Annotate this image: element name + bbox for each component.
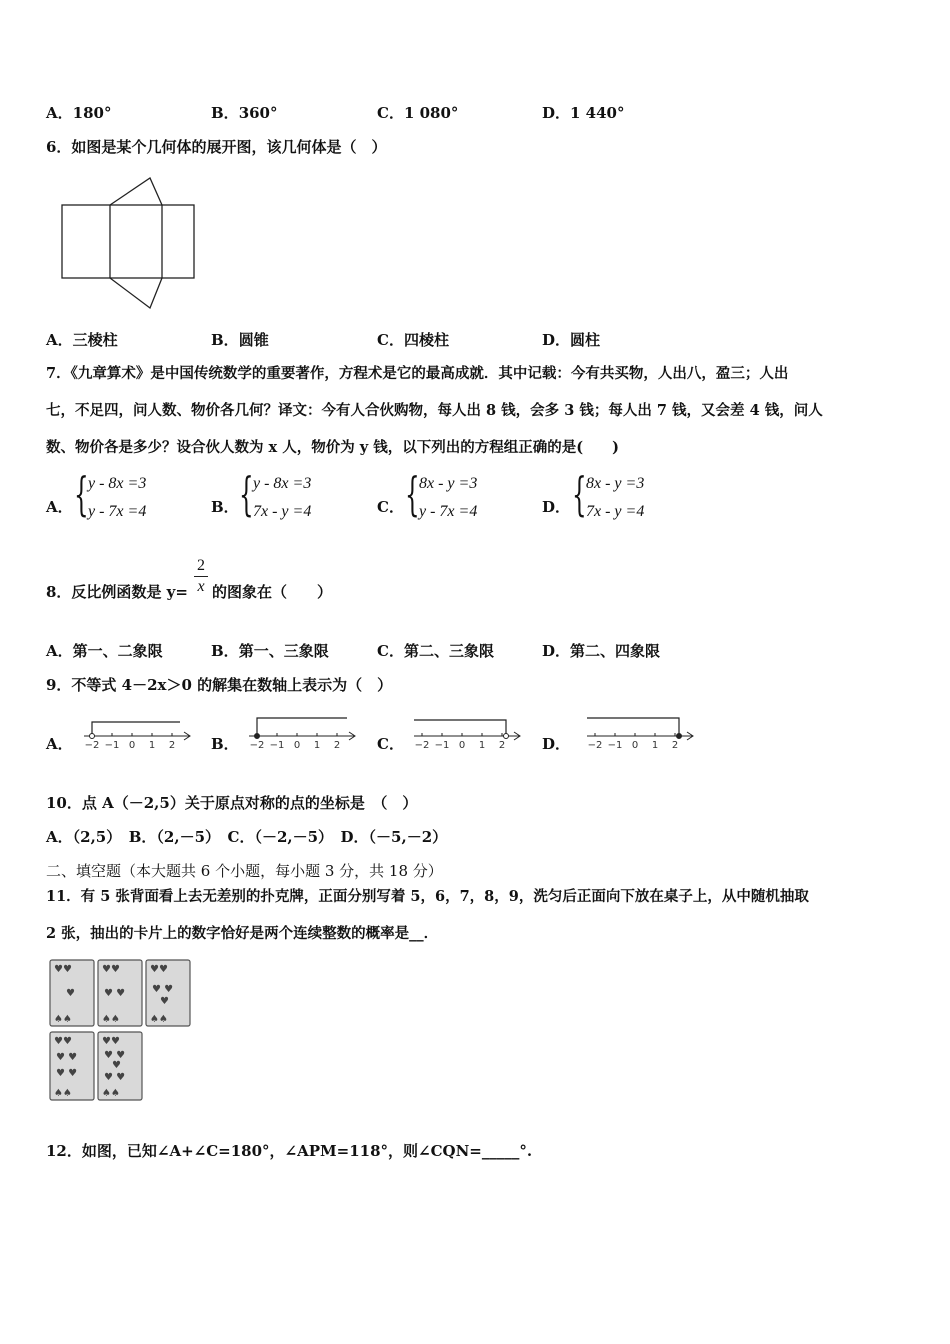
q5-option-b: B．360° (211, 104, 278, 122)
q9-option-a-label: A． (46, 735, 73, 753)
q11-line-1: 11．有 5 张背面看上去无差别的扑克牌，正面分别写着 5，6，7，8，9，洗匀后正面向下放在桌子上，从中随机抽取 (46, 888, 809, 905)
q9-a-solution-bracket (92, 722, 180, 736)
q6-option-c: C．四棱柱 (377, 331, 449, 349)
q10-stem: 10．点 A（－2,5）关于原点对称的点的坐标是 （ ） (46, 794, 418, 812)
q9-c-tick-label: 2 (498, 740, 506, 751)
q9-option-d-label: D． (542, 735, 571, 753)
svg-text:♥ ♥: ♥ ♥ (104, 988, 126, 999)
svg-text:♥♥: ♥♥ (54, 1036, 72, 1047)
q7-option-a-eq2: y - 7x =4 (88, 503, 147, 520)
q9-option-a-number-line (80, 714, 195, 754)
q9-c-tick-label: −2 (414, 740, 430, 751)
q7-option-b-label: B． (211, 498, 239, 516)
q9-d-tick-label: 1 (651, 740, 659, 751)
q6-option-d: D．圆柱 (542, 331, 601, 349)
q8-fraction (194, 556, 208, 597)
q9-d-point (677, 734, 682, 739)
svg-text:♥♥: ♥♥ (102, 1036, 120, 1047)
svg-text:♥♥: ♥♥ (54, 964, 72, 975)
q8-suffix: 的图象在（ ） (212, 583, 333, 601)
q9-a-tick-label: 0 (128, 740, 136, 751)
q9-a-axis (84, 732, 190, 740)
q5-option-d: D．1 440° (542, 104, 625, 122)
q8-prefix: 8．反比例函数是 y= (46, 583, 188, 601)
q9-c-tick-label: −1 (434, 740, 450, 751)
q7-option-a-brace: { (74, 467, 89, 521)
q7-line-2: 七，不足四，问人数、物价各几何？译文：今有人合伙购物，每人出 8 钱，会多 3 钱；每人出 7 钱，又会差 4 钱，问人 (46, 402, 823, 419)
q7-option-a-label: A． (46, 498, 73, 516)
section-heading: 二、填空题（本大题共 6 个小题，每小题 3 分，共 18 分） (46, 862, 443, 880)
q9-option-b-label: B． (211, 735, 239, 753)
q9-a-tick-label: 1 (148, 740, 156, 751)
q7-option-d-label: D． (542, 498, 571, 516)
svg-text:♥ ♥: ♥ ♥ (104, 1072, 126, 1083)
svg-text:♠♠: ♠♠ (54, 1088, 72, 1099)
q9-b-tick-label: −2 (249, 740, 265, 751)
q9-a-tick-label: −1 (104, 740, 120, 751)
q9-c-tick-label: 1 (478, 740, 486, 751)
svg-text:♥: ♥ (160, 996, 169, 1007)
q7-option-c-label: C． (377, 498, 404, 516)
q6-option-b: B．圆锥 (211, 331, 269, 349)
q9-b-tick-label: 0 (293, 740, 301, 751)
q7-option-c-brace: { (405, 467, 420, 521)
q9-d-tick-label: −2 (587, 740, 603, 751)
q8-option-d: D．第二、四象限 (542, 642, 661, 660)
q9-a-tick-label: −2 (84, 740, 100, 751)
q8-option-b: B．第一、三象限 (211, 642, 329, 660)
q7-option-c-eq1: 8x - y =3 (419, 475, 478, 492)
q9-b-tick-label: 1 (313, 740, 321, 751)
q9-option-c-number-line (410, 714, 525, 754)
q7-option-d-eq1: 8x - y =3 (586, 475, 645, 492)
q8-denominator: x (197, 578, 205, 595)
q12-stem: 12．如图，已知∠A+∠C=180°，∠APM=118°，则∠CQN=_____°. (46, 1142, 533, 1160)
q9-c-solution-bracket (414, 720, 506, 736)
q9-d-tick-label: −1 (607, 740, 623, 751)
q9-d-tick-label: 0 (631, 740, 639, 751)
q6-option-a: A．三棱柱 (46, 331, 118, 349)
q8-numerator: 2 (194, 556, 208, 577)
svg-text:♥ ♥: ♥ ♥ (152, 984, 174, 995)
q9-d-solution-bracket (587, 718, 679, 736)
q7-line-1: 7．《九章算术》是中国传统数学的重要著作，方程术是它的最高成就．其中记载：今有共买物，人出八，盈三；人出 (46, 365, 789, 382)
q9-c-tick-label: 0 (458, 740, 466, 751)
q8-option-a: A．第一、二象限 (46, 642, 163, 660)
q9-option-d-number-line (583, 714, 698, 754)
q8-option-c: C．第二、三象限 (377, 642, 494, 660)
q9-stem: 9．不等式 4－2x＞0 的解集在数轴上表示为（ ） (46, 676, 393, 694)
q7-option-d-brace: { (572, 467, 587, 521)
prism-net-figure (58, 172, 198, 312)
q7-line-3: 数、物价各是多少？设合伙人数为 x 人，物价为 y 钱，以下列出的方程组正确的是( ) (46, 439, 619, 456)
svg-text:♠♠: ♠♠ (54, 1014, 72, 1025)
q7-option-a-eq1: y - 8x =3 (88, 475, 147, 492)
q10-options: A．（2,5） B．（2,－5） C．（－2,－5） D．（－5,－2） (46, 828, 448, 846)
q6-stem: 6．如图是某个几何体的展开图，该几何体是（ ） (46, 138, 387, 156)
q9-a-tick-label: 2 (168, 740, 176, 751)
q5-option-c: C．1 080° (377, 104, 459, 122)
q9-b-solution-bracket (257, 718, 347, 736)
playing-cards-figure (46, 956, 198, 1106)
q7-option-d-eq2: 7x - y =4 (586, 503, 645, 520)
svg-text:♠♠: ♠♠ (102, 1014, 120, 1025)
q5-option-a: A．180° (46, 104, 112, 122)
q9-option-b-number-line (245, 714, 360, 754)
svg-text:♥♥: ♥♥ (102, 964, 120, 975)
svg-text:♠♠: ♠♠ (102, 1088, 120, 1099)
svg-text:♥: ♥ (112, 1060, 121, 1071)
q9-b-tick-label: −1 (269, 740, 285, 751)
svg-text:♥ ♥: ♥ ♥ (56, 1052, 78, 1063)
q7-option-c-eq2: y - 7x =4 (419, 503, 478, 520)
svg-text:♥: ♥ (66, 988, 75, 999)
q9-b-point (255, 734, 260, 739)
q9-option-c-label: C． (377, 735, 404, 753)
q7-option-b-eq2: 7x - y =4 (253, 503, 312, 520)
q7-option-b-eq1: y - 8x =3 (253, 475, 312, 492)
q9-d-tick-label: 2 (671, 740, 679, 751)
q7-option-b-brace: { (239, 467, 254, 521)
svg-text:♥ ♥: ♥ ♥ (56, 1068, 78, 1079)
q9-a-point (90, 734, 95, 739)
svg-text:♥ ♥: ♥ ♥ (104, 1050, 126, 1061)
svg-text:♥♥: ♥♥ (150, 964, 168, 975)
q9-b-tick-label: 2 (333, 740, 341, 751)
q9-c-point (504, 734, 509, 739)
svg-text:♠♠: ♠♠ (150, 1014, 168, 1025)
q11-line-2: 2 张，抽出的卡片上的数字恰好是两个连续整数的概率是__． (46, 925, 439, 942)
